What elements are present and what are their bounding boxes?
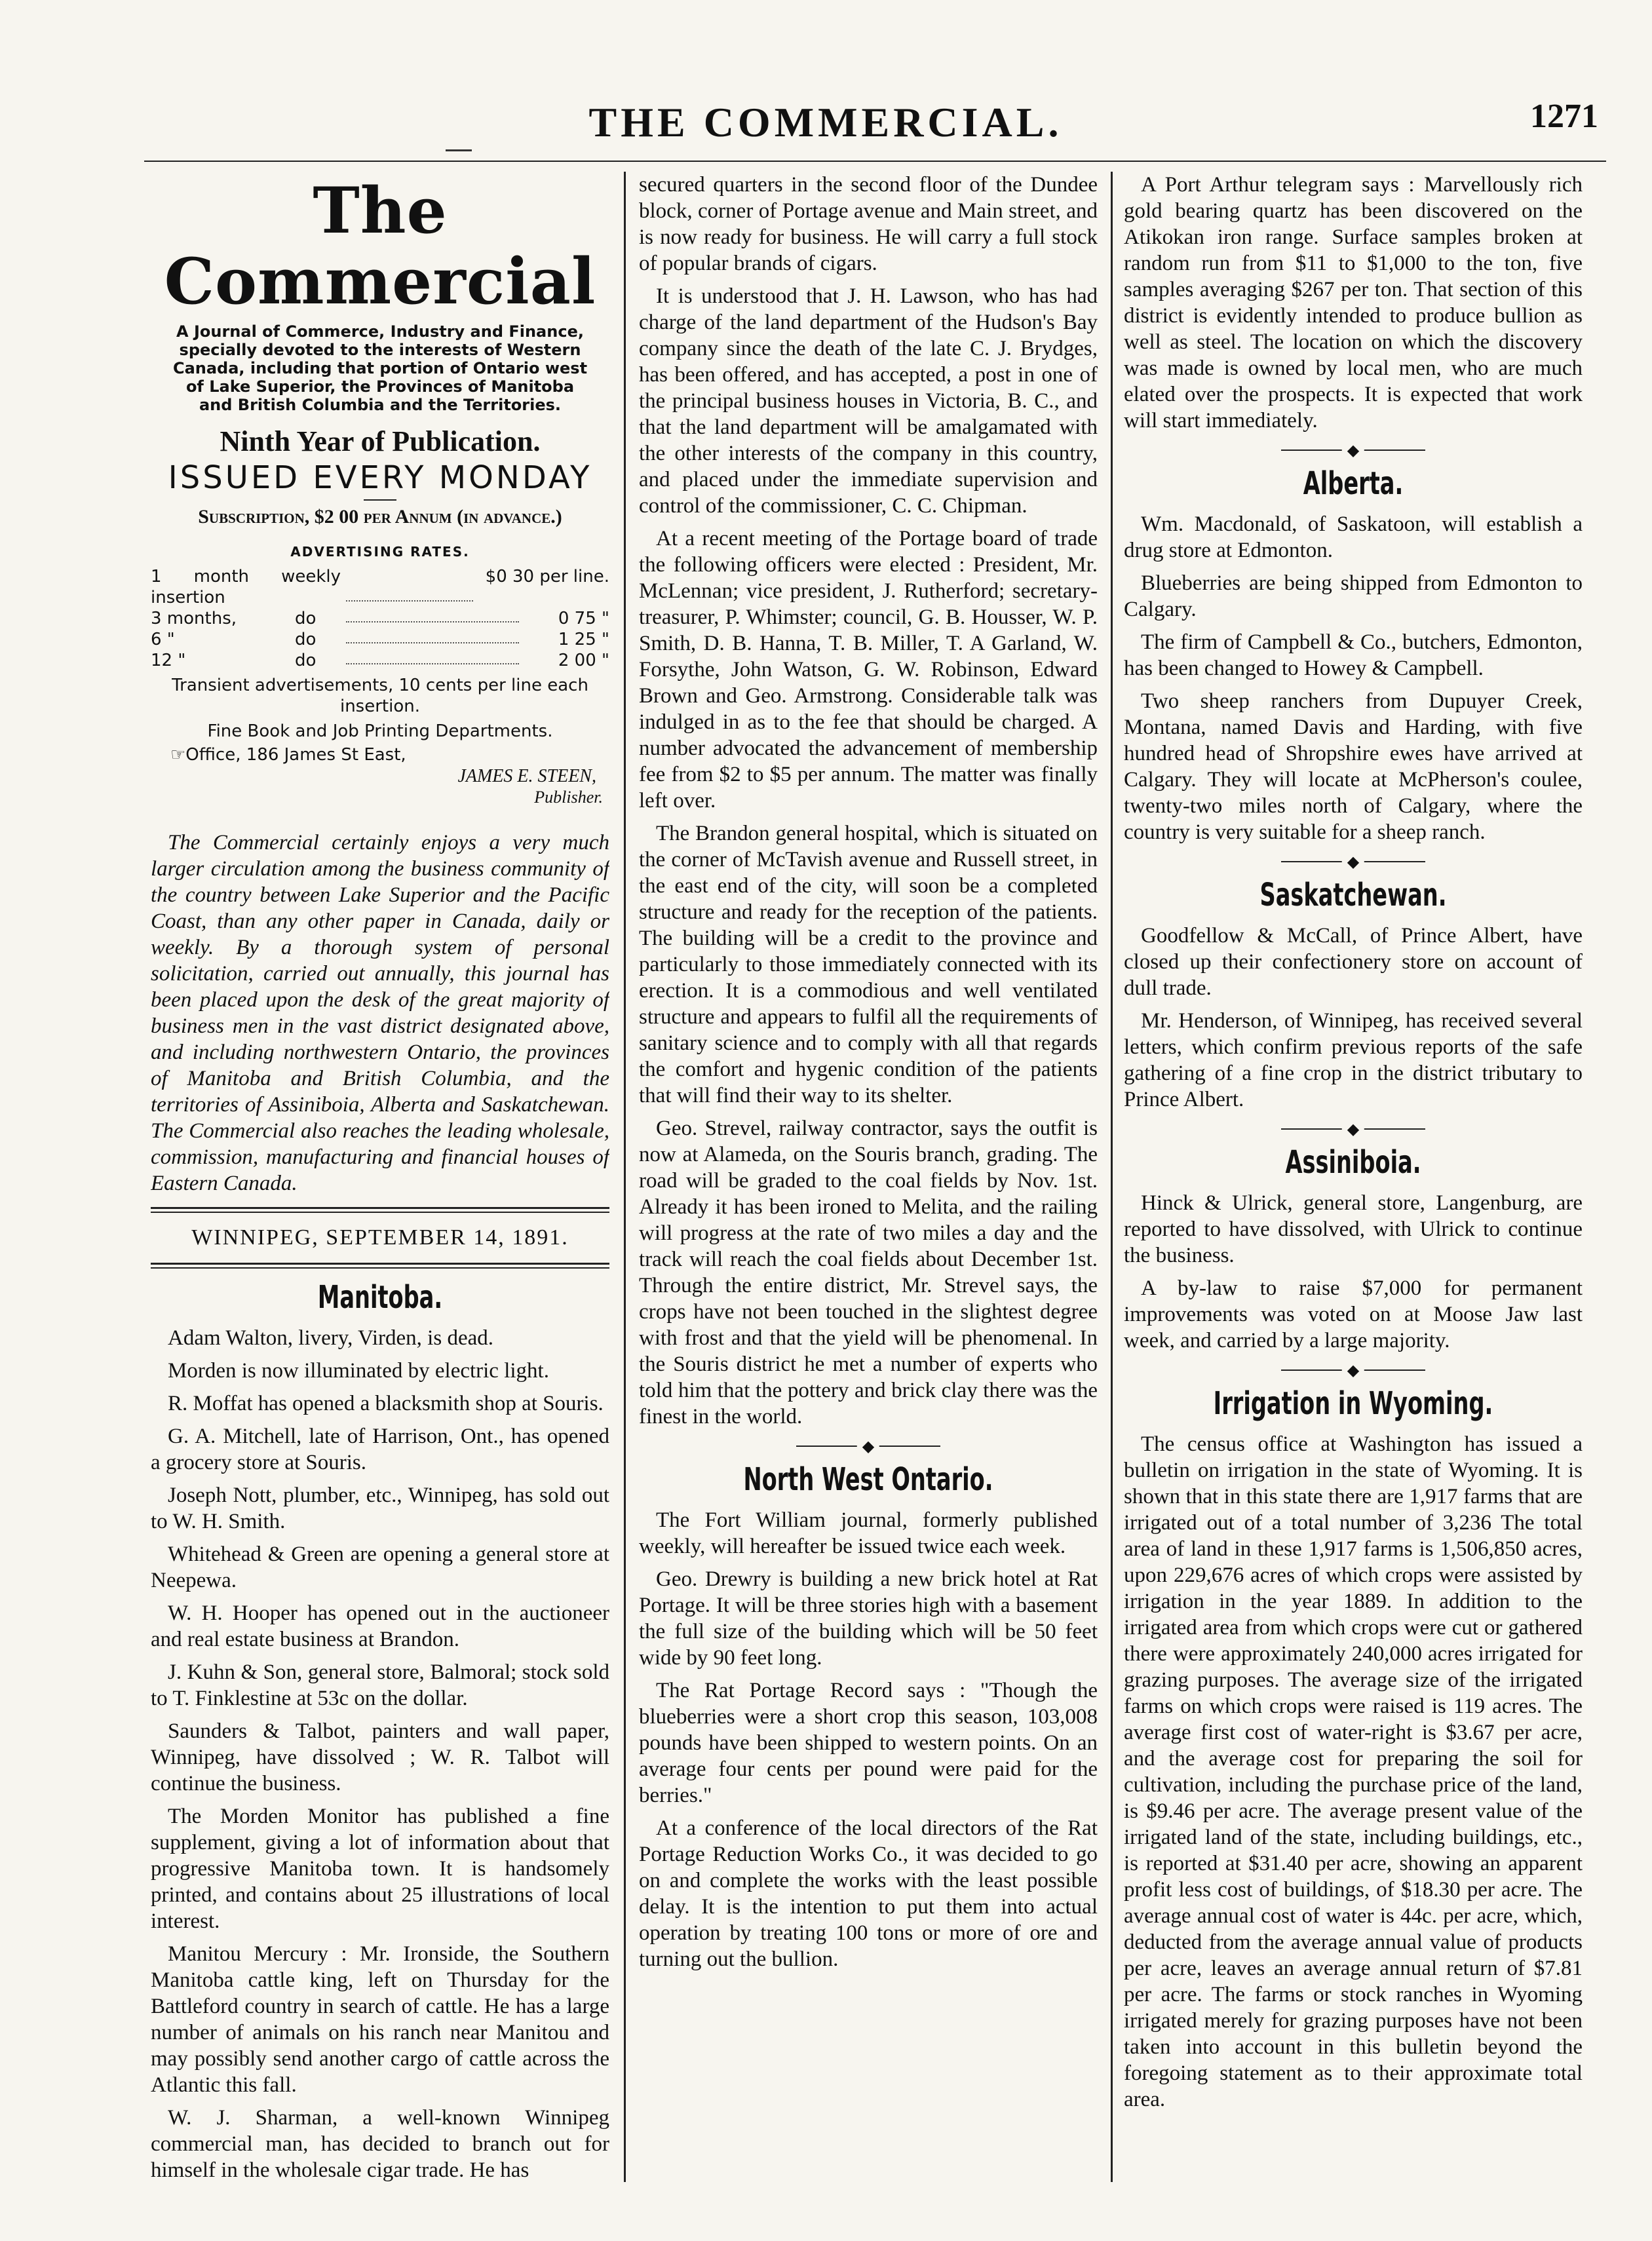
masthead-description: A Journal of Commerce, Industry and Finance, specially devoted to the interests of Western Canada, including that portion of Ontario west of Lake Superior, the Provinces of Manitoba and British Columbia and the Territories. — [172, 322, 588, 414]
dateline: WINNIPEG, SEPTEMBER 14, 1891. — [191, 1225, 569, 1250]
paragraph: The Morden Monitor has published a fine supplement, giving a lot of information about that progressive Manitoba town. It is handsomely printed, and contains about 25 illustrations of local interest. — [151, 1805, 609, 1933]
paragraph: secured quarters in the second floor of the Dundee block, corner of Portage avenue and Main street, and is now ready for business. He will carry a full stock of popular brands of cigars. — [639, 173, 1098, 275]
issued-line: ISSUED EVERY MONDAY — [168, 459, 592, 496]
rate-price: 0 75 " — [558, 609, 609, 628]
section-heading-alberta: Alberta. — [1303, 465, 1404, 502]
column-2 — [639, 172, 1098, 2182]
column-3 — [1124, 172, 1583, 2182]
paragraph: Saunders & Talbot, painters and wall paper, Winnipeg, have dissolved ; W. R. Talbot will continue the business. — [151, 1719, 609, 1795]
ornament-rule — [1281, 446, 1425, 455]
paragraph: Morden is now illuminated by electric light. — [168, 1359, 549, 1383]
publisher-name: JAMES E. STEEN, — [457, 766, 596, 786]
header-rule — [144, 161, 1606, 162]
running-title: THE COMMERCIAL. — [588, 99, 1063, 145]
rate-dots — [346, 566, 473, 602]
rate-dots — [346, 608, 519, 622]
paragraph: Geo. Drewry is building a new brick hotel at Rat Portage. It will be three stories high with a basement the full size of the building which will be 50 feet wide by 90 feet long. — [639, 1567, 1098, 1670]
double-rule — [151, 1263, 609, 1269]
column-rule-2 — [1111, 172, 1113, 2182]
paragraph: The census office at Washington has issued a bulletin on irrigation in the state of Wyoming. It is shown that in this state there are 1,917 farms that are irrigated out of a total number of 3,236 The total area of land in these 1,917 farms is 1,506,850 acres, upon 229,676 acres of which crops were assisted by irrigation in the year 1889. In addition to the irrigated area from which crops were cut or gathered there were approximately 240,000 acres irrigated for grazing purposes. The average size of the irrigated farms on which crops were raised is 119 acres. The average first cost of water-right is $3.67 per acre, and the average cost for preparing the soil for cultivation, including the purchase price of the land, is $9.46 per acre. The average present value of the irrigated land of the state, including buildings, etc., is reported at $31.40 per acre, showing an apparent profit less cost of buildings, of $18.30 per acre. The average annual cost of water is 44c. per acre, which, deducted from the average annual value of products per acre, leaves an average annual return of $7.81 per acre. The farms or stock ranches in Wyoming irrigated merely for grazing purposes have not been taken into account in this bulletin beyond the foregoing statement as to their approximate total area. — [1124, 1432, 1583, 2111]
paragraph: W. H. Hooper has opened out in the auctioneer and real estate business at Brandon. — [151, 1601, 609, 1651]
section-heading-assiniboia: Assiniboia. — [1285, 1144, 1421, 1181]
page-number: 1271 — [1530, 98, 1598, 135]
paragraph: Goodfellow & McCall, of Prince Albert, have closed up their confectionery store on account of dull trade. — [1124, 924, 1583, 1000]
paragraph: At a recent meeting of the Portage board of trade the following officers were elected : President, Mr. McLennan; vice president, J. Rutherford; secretary-treasurer, P. Whimster; council, G. B. Housser, W. P. Smith, D. B. Hanna, T. B. Miller, T. A Garland, W. Forsythe, John Watson, G. W. Robinson, Edward Brown and Geo. Armstrong. Considerable talk was indulged in as to the fee that should be charged. A number advocated the advancement of membership fee from $2 to $5 per annum. The matter was finally left over. — [639, 527, 1098, 813]
rate-term: 3 months, — [151, 609, 237, 628]
rate-price: 1 25 " — [558, 630, 609, 649]
paragraph: G. A. Mitchell, late of Harrison, Ont., has opened a grocery store at Souris. — [151, 1425, 609, 1474]
office-line: ☞Office, 186 James St East, — [170, 745, 406, 765]
subscription-line: Subscription, $2 00 per Annum (in advance.) — [198, 506, 562, 527]
rate-ins: do — [295, 630, 317, 649]
paragraph: The Rat Portage Record says : "Though the blueberries were a short crop this season, 103,008 pounds have been shipped to western points. On an average four cents per pound were paid for the berries." — [639, 1679, 1098, 1807]
header-dash — [446, 149, 472, 151]
paragraph: A Port Arthur telegram says : Marvellously rich gold bearing quartz has been discovered on the Atikokan iron range. Surface samples broken at random run from $11 to $1,000 to the ton, five samples averaging $267 per ton. That section of this district is evidently intended to produce bullion as well as steel. The location on which the discovery was made is owned by local men, who are much elated over the prospects. It is expected that work will start immediately. — [1124, 173, 1583, 432]
transient-line: Transient advertisements, 10 cents per line each insertion. — [172, 676, 588, 716]
section-heading-irrigation: Irrigation in Wyoming. — [1213, 1385, 1493, 1422]
paragraph: Wm. Macdonald, of Saskatoon, will establish a drug store at Edmonton. — [1124, 512, 1583, 562]
paragraph: Mr. Henderson, of Winnipeg, has received several letters, which confirm previous reports of the safe gathering of a fine crop in the district tributary to Prince Albert. — [1124, 1009, 1583, 1111]
ornament-rule — [1281, 1366, 1425, 1375]
paragraph: The Brandon general hospital, which is situated on the corner of McTavish avenue and Russell street, in the east end of the city, will soon be a completed structure and ready for the reception of the patients. The building will be a credit to the province and particularly to those immediately connected with its erection. It is a commodious and well ventilated structure and appears to fulfil all the requirements of sanitary science and to comply with all that regards the comfort and hygenic condition of the patients that will find their way to its shelter. — [639, 822, 1098, 1107]
section-heading-saskatchewan: Saskatchewan. — [1259, 877, 1447, 913]
paragraph: The firm of Campbell & Co., butchers, Edmonton, has been changed to Howey & Campbell. — [1124, 630, 1583, 680]
paragraph: Joseph Nott, plumber, etc., Winnipeg, has sold out to W. H. Smith. — [151, 1484, 609, 1533]
section-heading-north-west-ontario: North West Ontario. — [743, 1461, 993, 1498]
paragraph: Adam Walton, livery, Virden, is dead. — [168, 1326, 493, 1350]
masthead-title: The Commercial — [164, 174, 596, 318]
ornament-rule — [796, 1442, 940, 1451]
edition-line: Ninth Year of Publication. — [220, 425, 541, 457]
paragraph: Blueberries are being shipped from Edmonton to Calgary. — [1124, 571, 1583, 621]
rate-price: 2 00 " — [558, 651, 609, 670]
paragraph: R. Moffat has opened a blacksmith shop at Souris. — [168, 1392, 604, 1415]
ornament-rule — [1281, 1124, 1425, 1134]
rate-row — [151, 650, 609, 671]
double-rule — [151, 1207, 609, 1213]
rate-dots — [346, 650, 519, 664]
column-1 — [151, 172, 609, 2182]
paragraph: Whitehead & Green are opening a general store at Neepewa. — [151, 1542, 609, 1592]
paragraph: At a conference of the local directors of the Rat Portage Reduction Works Co., it was decided to go on and complete the works with the least possible delay. It is the intention to put them into actual operation by treating 100 tons or more of ore and turning out the bullion. — [639, 1816, 1098, 1971]
rate-row — [151, 629, 609, 650]
section-heading-manitoba: Manitoba. — [317, 1279, 443, 1316]
rate-row — [151, 608, 609, 629]
short-rule — [364, 499, 396, 501]
circulation-note: The Commercial certainly enjoys a very much larger circulation among the business community of the country between Lake Superior and the Pacific Coast, than any other paper in Canada, daily or weekly. By a thorough system of personal solicitation, carried out annually, this journal has been placed upon the desk of the great majority of business men in the vast district designated above, and including northwestern Ontario, the provinces of Manitoba and British Columbia, and the territories of Assiniboia, Alberta and Saskatchewan. The Commercial also reaches the leading wholesale, commission, manufacturing and financial houses of Eastern Canada. — [151, 831, 609, 1195]
paragraph: Manitou Mercury : Mr. Ironside, the Southern Manitoba cattle king, left on Thursday for the Battleford country in search of cattle. He has a large number of animals on his ranch near Manitou and may possibly send another cargo of cattle across the Atlantic this fall. — [151, 1942, 609, 2097]
rate-ins: do — [295, 609, 317, 628]
printing-line: Fine Book and Job Printing Departments. — [207, 721, 553, 741]
advertising-heading: ADVERTISING RATES. — [290, 544, 470, 560]
rate-term: 12 " — [151, 651, 186, 670]
column-rule-1 — [624, 172, 626, 2182]
rates-table — [151, 566, 609, 671]
rate-ins: do — [295, 651, 317, 670]
paragraph: Geo. Strevel, railway contractor, says the outfit is now at Alameda, on the Souris branch, grading. The road will be graded to the coal fields by Nov. 1st. Already it has been ironed to Melita, and the railing will progress at the rate of two miles a day and the track will reach the coal fields about December 1st. Through the entire district, Mr. Strevel says, the crops have not been touched in the slightest degree with frost and that the yield will be phenomenal. In the Souris district he met a number of experts who told him that the pottery and brick clay there was the finest in the world. — [639, 1117, 1098, 1428]
ornament-rule — [1281, 857, 1425, 866]
paragraph: It is understood that J. H. Lawson, who has had charge of the land department of the Hudson's Bay company since the death of the late C. J. Brydges, has been offered, and has accepted, a post in one of the principal business houses in Victoria, B. C., and that the land department will be amalgamated with the other interests of the company in this country, and placed under the immediate supervision and control of the commissioner, C. C. Chipman. — [639, 284, 1098, 518]
rate-row — [151, 566, 609, 608]
rate-dots — [346, 629, 519, 643]
paragraph: The Fort William journal, formerly published weekly, will hereafter be issued twice each week. — [639, 1508, 1098, 1558]
paragraph: W. J. Sharman, a well-known Winnipeg commercial man, has decided to branch out for himself in the wholesale cigar trade. He has — [151, 2106, 609, 2182]
rate-term: 1 month weekly insertion — [151, 567, 341, 607]
paragraph: J. Kuhn & Son, general store, Balmoral; stock sold to T. Finklestine at 53c on the dollar. — [151, 1660, 609, 1710]
paragraph: Hinck & Ulrick, general store, Langenburg, are reported to have dissolved, with Ulrick to continue the business. — [1124, 1191, 1583, 1267]
paragraph: Two sheep ranchers from Dupuyer Creek, Montana, named Davis and Harding, with five hundred head of Shropshire ewes have arrived at Calgary. They will locate at McPherson's coulee, twenty-two miles north of Calgary, where the country is very suitable for a sheep ranch. — [1124, 689, 1583, 844]
publisher-role: Publisher. — [534, 788, 603, 807]
rate-term: 6 " — [151, 630, 175, 649]
paragraph: A by-law to raise $7,000 for permanent improvements was voted on at Moose Jaw last week, and carried by a large majority. — [1124, 1276, 1583, 1352]
rate-price: $0 30 per line. — [485, 567, 609, 586]
